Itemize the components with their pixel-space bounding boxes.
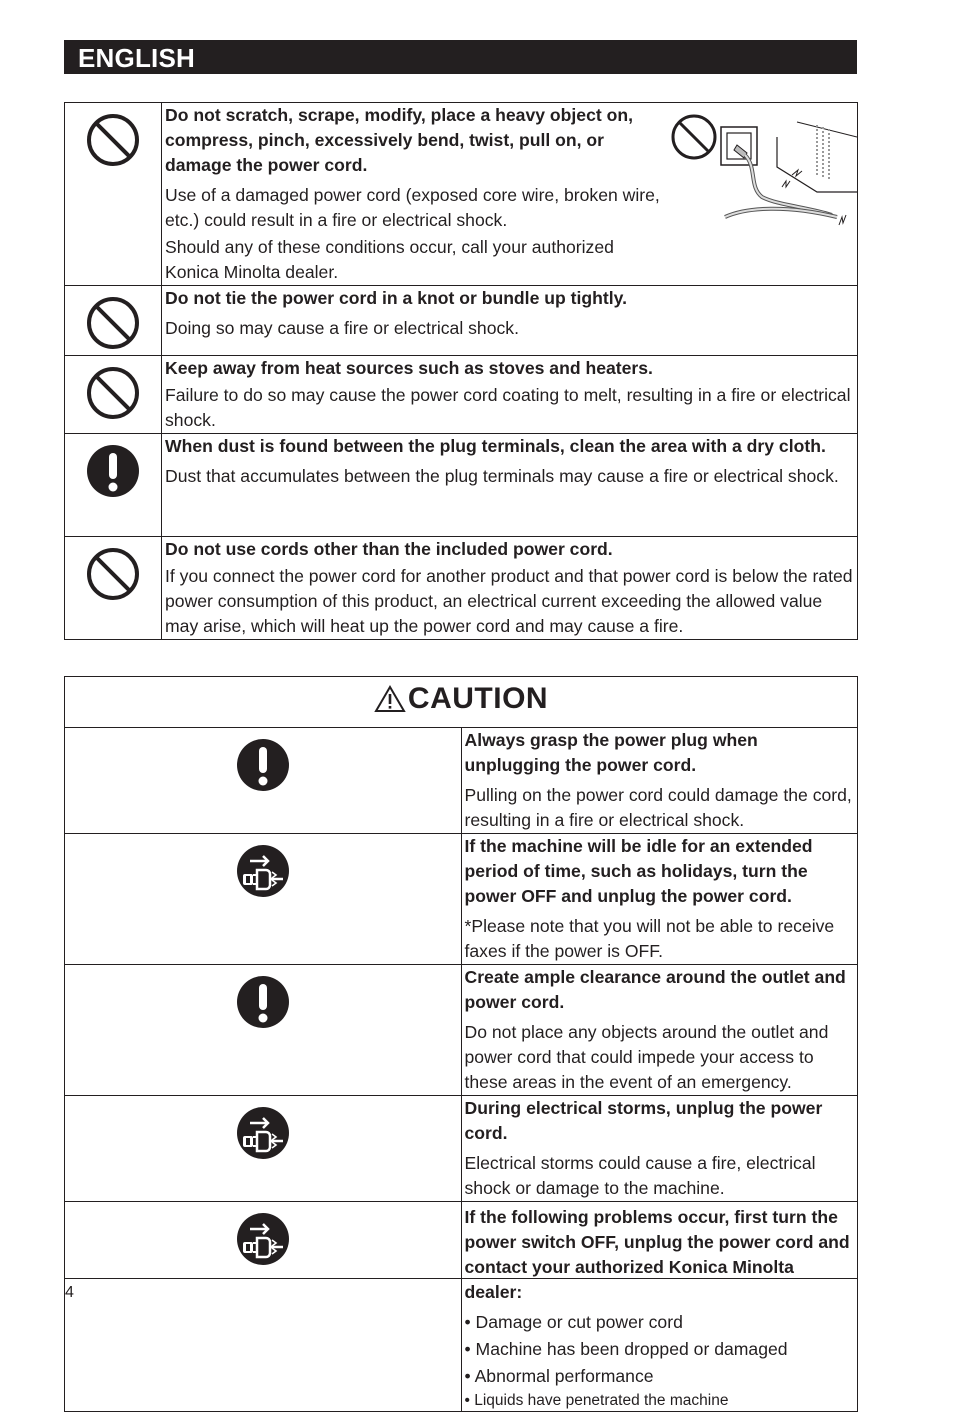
damaged-power-cord-illustration: [667, 107, 857, 237]
prohibition-icon: [86, 113, 140, 167]
caution-body: Electrical storms could cause a fire, electrical shock or damage to the machine.: [464, 1153, 816, 1198]
icon-cell: [65, 834, 462, 965]
caution-heading: If the machine will be idle for an extended period of time, such as holidays, turn the power OFF and unplug the power cord.: [464, 836, 813, 906]
caution-body: Pulling on the power cord could damage the cord, resulting in a fire or electrical shock.: [464, 785, 852, 830]
caution-list-item: • Damage or cut power cord: [464, 1312, 683, 1332]
caution-title: CAUTION: [407, 682, 549, 715]
warning-body: Dust that accumulates between the plug terminals may cause a fire or electrical shock.: [165, 466, 839, 486]
warning-body: Failure to do so may cause the power cord coating to melt, resulting in a fire or electrical shock.: [165, 385, 851, 430]
warning-body: Doing so may cause a fire or electrical shock.: [165, 318, 519, 338]
footer-rule: [64, 1278, 858, 1279]
caution-row: [65, 1202, 858, 1412]
warning-heading: Do not scratch, scrape, modify, place a heavy object on, compress, pinch, excessively bend, twist, pull on, or damage the power cord.: [165, 105, 634, 175]
caution-list-item: • Liquids have penetrated the machine: [464, 1392, 729, 1409]
icon-cell: [65, 965, 462, 1096]
mandatory-action-icon: [86, 444, 140, 498]
text-cell: [461, 1202, 858, 1412]
warning-body: Should any of these conditions occur, call your authorized Konica Minolta dealer.: [165, 237, 614, 282]
caution-heading: Always grasp the power plug when unplugging the power cord.: [464, 730, 758, 775]
text-cell: [461, 834, 858, 965]
warning-row: [65, 537, 858, 640]
text-cell: [461, 728, 858, 834]
icon-cell: [65, 537, 162, 640]
text-cell: [162, 356, 858, 434]
icon-cell: [65, 728, 462, 834]
warning-body: If you connect the power cord for another product and that power cord is below the rated power consumption of this product, an electrical current exceeding the allowed value may arise, which will heat up the power cord and may cause a fire.: [165, 566, 853, 636]
caution-heading: If the following problems occur, first turn the power switch OFF, unplug the power cord and contact your authorized Konica Minolta dealer:: [464, 1207, 850, 1302]
mandatory-action-icon: [236, 975, 290, 1029]
page-number: 4: [65, 1284, 74, 1301]
warning-heading: Do not tie the power cord in a knot or bundle up tightly.: [165, 288, 627, 308]
warning-heading: Keep away from heat sources such as stoves and heaters.: [165, 358, 653, 378]
prohibition-icon: [86, 296, 140, 350]
caution-row: [65, 1096, 858, 1202]
caution-table: [64, 676, 858, 1412]
caution-body: *Please note that you will not be able to receive faxes if the power is OFF.: [464, 916, 835, 961]
icon-cell: [65, 1096, 462, 1202]
text-cell: [162, 103, 858, 286]
unplug-icon: [236, 1212, 290, 1266]
warning-heading: When dust is found between the plug terminals, clean the area with a dry cloth.: [165, 436, 826, 456]
caution-list-item: • Machine has been dropped or damaged: [464, 1339, 788, 1359]
warning-row: [65, 434, 858, 537]
caution-heading: During electrical storms, unplug the power cord.: [464, 1098, 823, 1143]
warning-triangle-icon: [374, 685, 406, 713]
caution-heading: Create ample clearance around the outlet and power cord.: [464, 967, 846, 1012]
caution-header: [65, 677, 858, 728]
caution-row: [65, 965, 858, 1096]
warning-heading: Do not use cords other than the included power cord.: [165, 539, 613, 559]
icon-cell: [65, 286, 162, 356]
icon-cell: [65, 434, 162, 537]
warning-table: [64, 102, 858, 640]
language-label: ENGLISH: [78, 43, 195, 73]
warning-row: [65, 103, 858, 286]
caution-body: Do not place any objects around the outlet and power cord that could impede your access to these areas in the event of an emergency.: [464, 1022, 829, 1092]
prohibition-icon: [86, 547, 140, 601]
icon-cell: [65, 103, 162, 286]
warning-row: [65, 286, 858, 356]
text-cell: [162, 286, 858, 356]
text-cell: [461, 1096, 858, 1202]
caution-row: [65, 728, 858, 834]
text-cell: [461, 965, 858, 1096]
caution-row: [65, 834, 858, 965]
caution-list-item: • Abnormal performance: [464, 1366, 654, 1386]
warning-row: [65, 356, 858, 434]
prohibition-icon: [86, 366, 140, 420]
unplug-icon: [236, 1106, 290, 1160]
icon-cell: [65, 356, 162, 434]
mandatory-action-icon: [236, 738, 290, 792]
icon-cell: [65, 1202, 462, 1412]
warning-body: Use of a damaged power cord (exposed core wire, broken wire, etc.) could result in a fire or electrical shock.: [165, 185, 660, 230]
text-cell: [162, 434, 858, 537]
text-cell: [162, 537, 858, 640]
language-header-bar: [64, 40, 857, 74]
caution-header-row: [65, 677, 858, 728]
unplug-icon: [236, 844, 290, 898]
